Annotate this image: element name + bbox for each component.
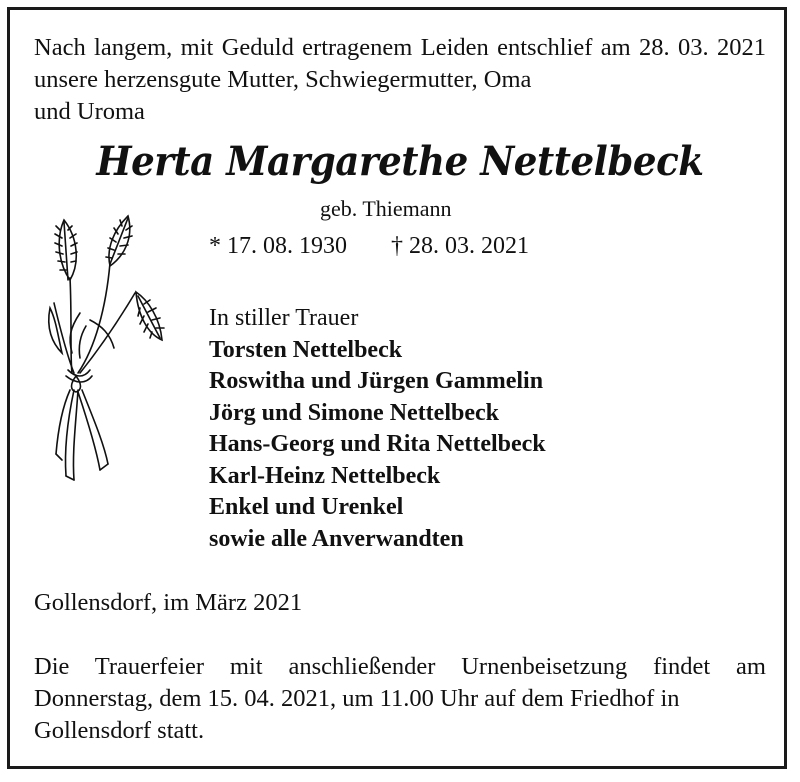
wheat-sheaf-icon: [40, 208, 170, 486]
mourners-block: [209, 303, 546, 555]
place-date: Gollensdorf, im März 2021: [34, 589, 303, 616]
mourner-name: Roswitha und Jürgen Gammelin: [209, 368, 544, 394]
service-line: Gollensdorf statt.: [34, 717, 205, 744]
birth-name: geb. Thiemann: [320, 196, 452, 221]
life-dates: [209, 233, 529, 260]
mourner-name: sowie alle Anverwandten: [209, 525, 464, 552]
intro-line: 28. 03. 2021 unsere herzensgute Mutter, Schwiegermutter, Oma: [34, 34, 767, 93]
intro-text: [34, 32, 766, 128]
mourner-name: Enkel und Urenkel: [209, 494, 404, 520]
intro-line: und Uroma: [34, 98, 145, 125]
mourner-name: Torsten Nettelbeck: [209, 336, 403, 363]
mourning-heading: In stiller Trauer: [209, 305, 359, 331]
service-notice: [34, 651, 766, 747]
deceased-name: Herta Margarethe Nettelbeck: [96, 138, 704, 185]
mourner-name: Jörg und Simone Nettelbeck: [209, 399, 499, 426]
intro-line: Nach langem, mit Geduld ertragenem Leiden entschlief am: [34, 34, 631, 61]
death-date: † 28. 03. 2021: [391, 233, 529, 259]
mourner-name: Karl-Heinz Nettelbeck: [209, 462, 441, 489]
service-line: Donnerstag, dem 15. 04. 2021, um 11.00 Uhr auf dem Friedhof in: [34, 685, 680, 712]
birth-date: * 17. 08. 1930: [209, 233, 347, 259]
mourner-name: Hans-Georg und Rita Nettelbeck: [209, 431, 546, 457]
service-line: Die Trauerfeier mit anschließender Urnenbeisetzung findet am: [34, 653, 766, 680]
